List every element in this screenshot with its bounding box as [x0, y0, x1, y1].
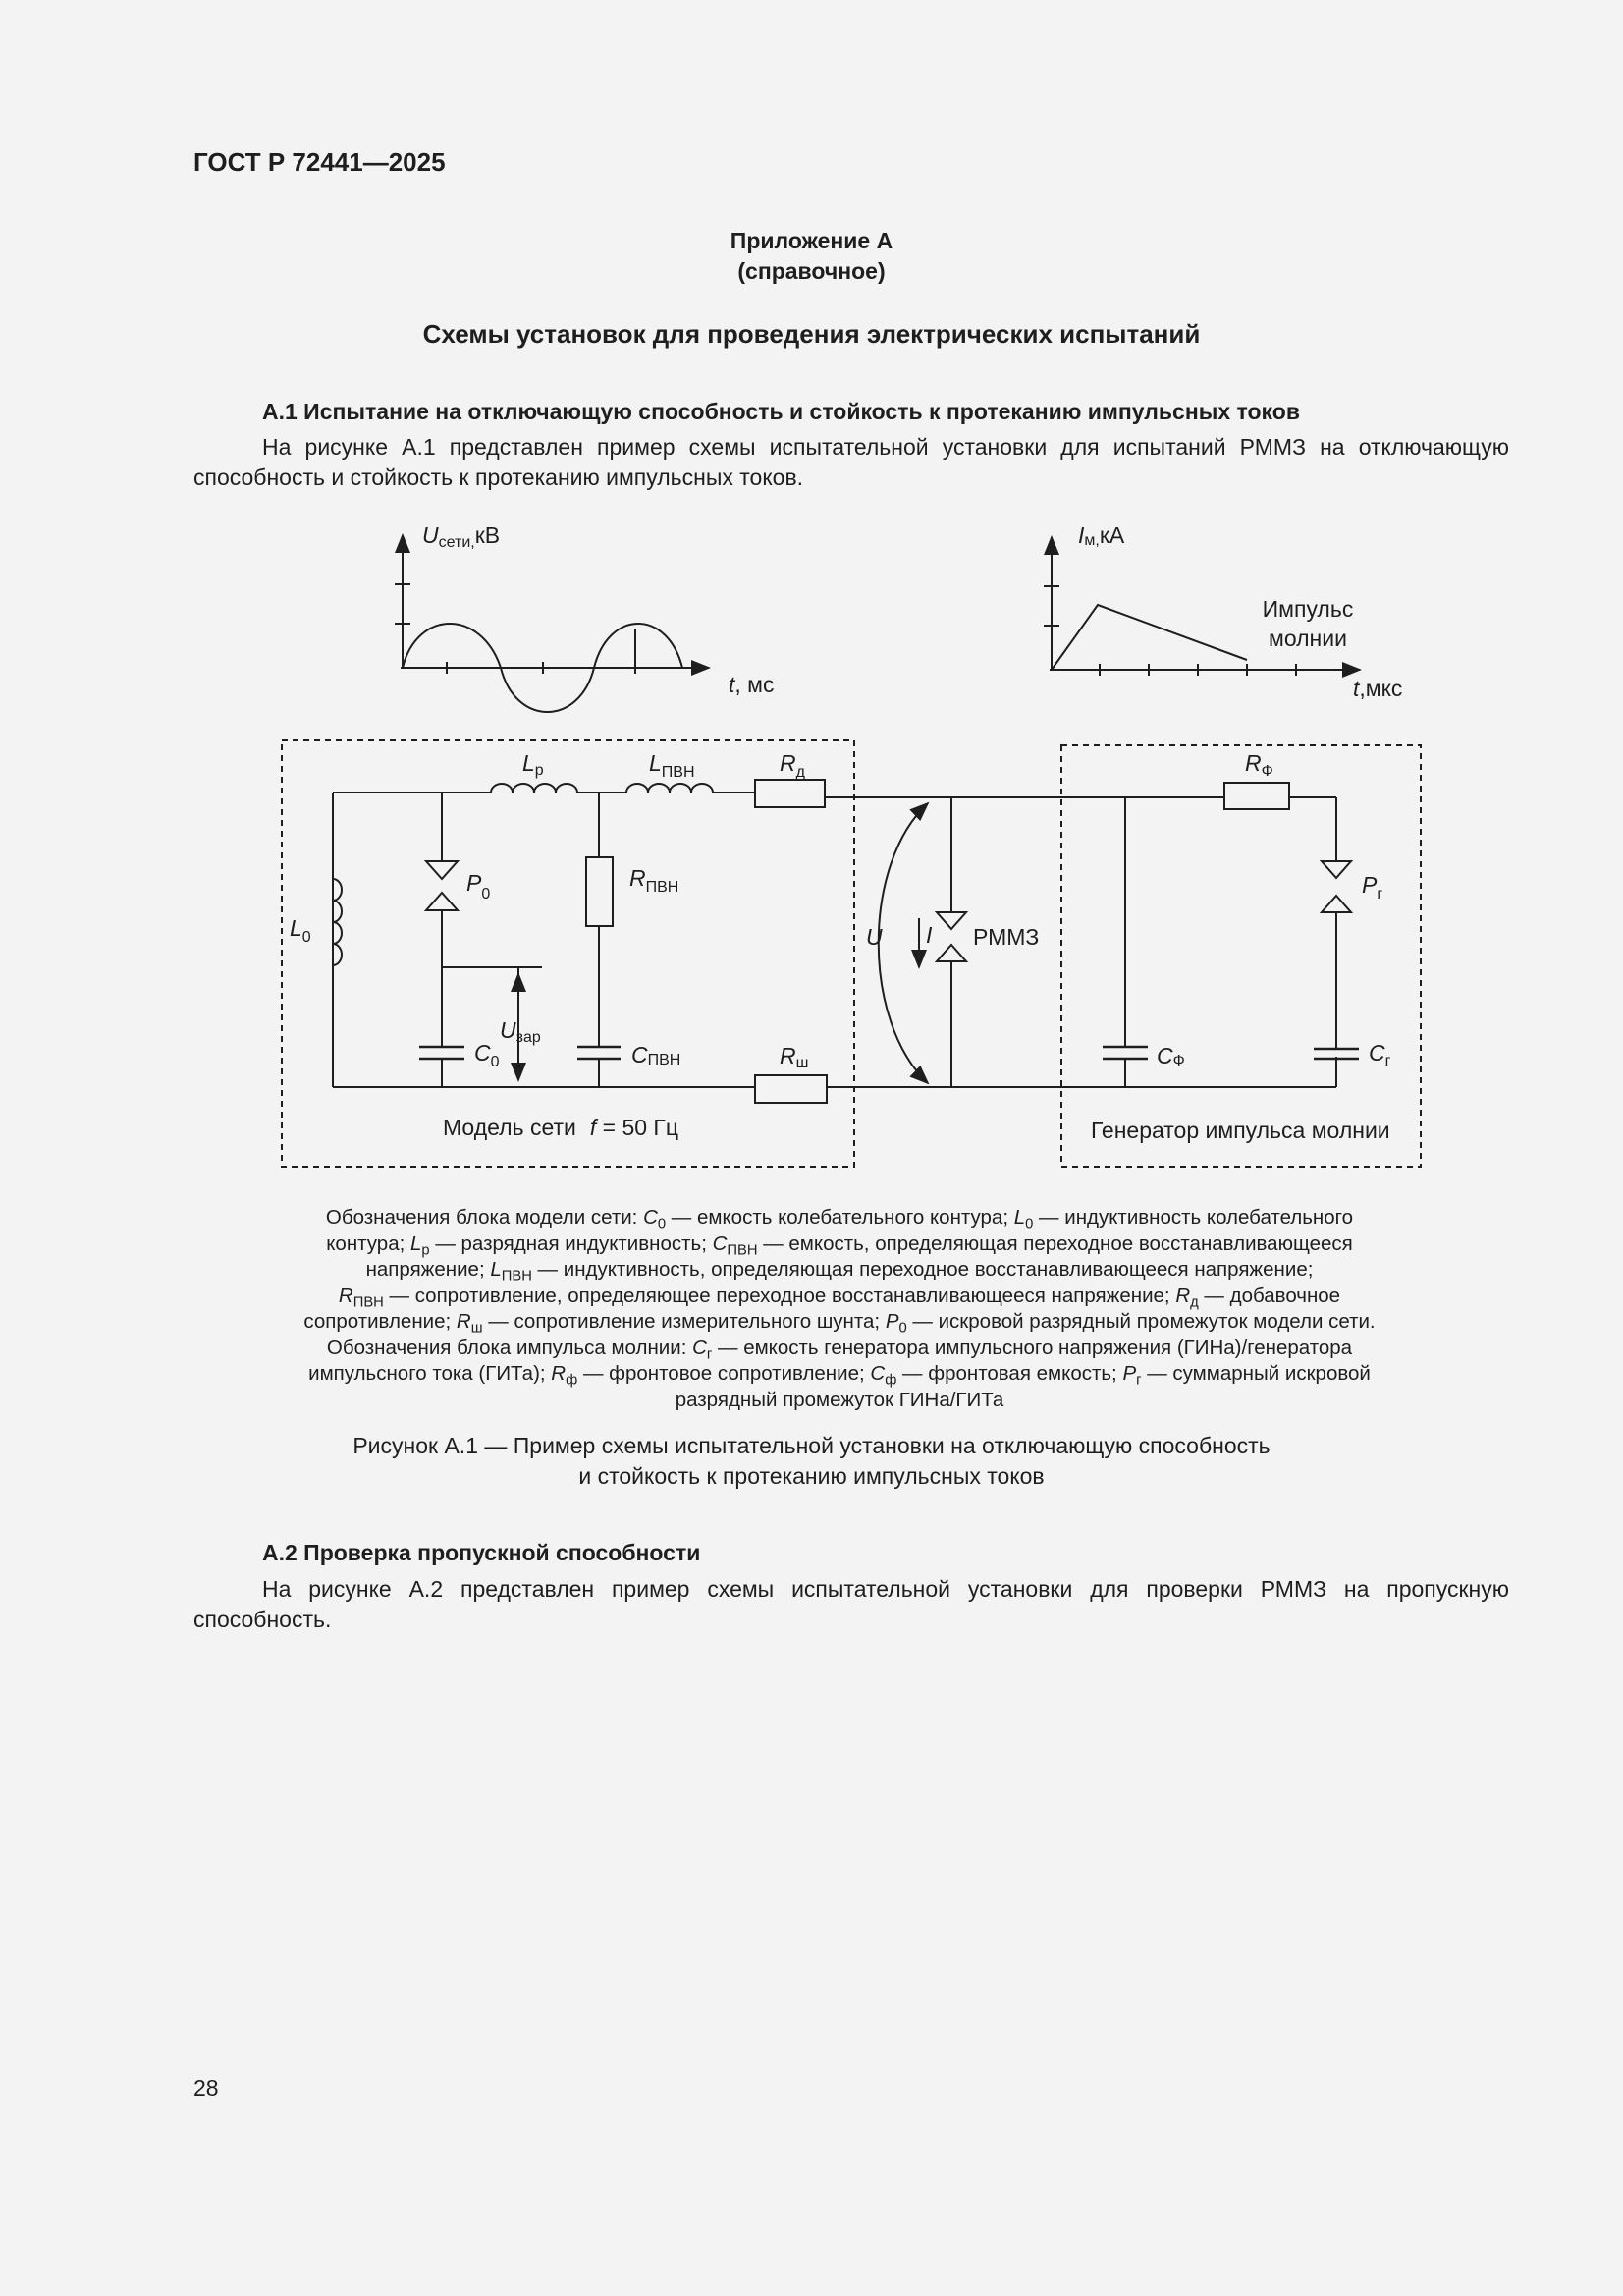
section-heading: А.1 Испытание на отключающую способность и стойкость к протеканию импульсных токов — [262, 399, 1300, 424]
label-C0: $C_0$ — [474, 1040, 500, 1070]
label-L0: $L_0$ — [290, 915, 311, 946]
figure-caption-line2: и стойкость к протеканию импульсных токов — [578, 1463, 1045, 1489]
label-U: U — [866, 924, 883, 950]
spark-gap-P0 — [426, 861, 458, 879]
label-Cpvn: CПВН — [631, 1042, 681, 1068]
inductor-L0 — [333, 879, 342, 965]
legend-line-1: Обозначения блока модели сети: $C_0$ — емкость колебательного контура; $L_0$ — индуктивность колебательного — [325, 1206, 1354, 1232]
label-Rpvn: $R_{ПВН}$ — [629, 865, 679, 896]
label-Cg: $C_г$ — [1369, 1040, 1391, 1069]
legend-line-4: $R_{ПВН}$ — сопротивление, определяющее переходное восстанавливающееся напряжение; $R_д$ — добавочное — [338, 1284, 1341, 1310]
resistor-Rsh — [755, 1075, 827, 1103]
label-Cf: CФ — [1157, 1043, 1185, 1069]
label-Lp: Lр — [522, 750, 544, 779]
label-P0: $P_0$ — [466, 870, 491, 902]
document-header: ГОСТ Р 72441—2025 — [193, 147, 446, 177]
legend-line-5: сопротивление; $R_ш$ — сопротивление измерительного шунта; $P_0$ — искровой разрядный промежуток модели сети. — [303, 1310, 1376, 1337]
appendix-kind: (справочное) — [737, 258, 886, 284]
label-Rf: $R_Ф$ — [1245, 750, 1273, 780]
impulse-note-line2: молнии — [1269, 626, 1347, 651]
grid-model-label: Модель сети f = 50 Гц — [443, 1115, 679, 1140]
inductor-Lp — [491, 784, 577, 793]
resistor-Rf — [1224, 783, 1289, 809]
legend-line-7: импульсного тока (ГИТа); $R_ф$ — фронтовое сопротивление; $C_ф$ — фронтовая емкость; $P_г$ — суммарный искровой — [308, 1362, 1371, 1389]
current-axis-label: Iм,кА — [1078, 522, 1125, 549]
generator-label: Генератор импульса молнии — [1091, 1118, 1390, 1143]
resistor-Rpvn — [586, 857, 613, 926]
label-Rd: $R_д$ — [780, 750, 805, 781]
voltage-arrow — [879, 803, 928, 1083]
label-Rsh: Rш — [780, 1043, 809, 1071]
rmmz-device — [937, 912, 966, 929]
figure-legend — [250, 1205, 1429, 1413]
legend-line-6: Обозначения блока импульса молнии: $C_г$ — емкость генератора импульсного напряжения (ГИНа)/генератора — [326, 1336, 1353, 1362]
impulse-note-line1: Импульс — [1262, 596, 1354, 622]
figure-caption — [0, 1431, 1623, 1492]
section-heading: А.2 Проверка пропускной способности — [262, 1540, 701, 1565]
time-axis-label-ms: t, мс — [729, 672, 775, 697]
appendix-label: Приложение А — [730, 228, 893, 253]
voltage-axis-label: Uсети,кВ — [422, 522, 501, 551]
voltage-graph — [395, 535, 709, 712]
resistor-Rd — [755, 780, 825, 807]
label-I: I — [926, 922, 933, 948]
figure-caption-line1: Рисунок А.1 — Пример схемы испытательной установки на отключающую способность — [352, 1433, 1271, 1458]
label-Pg: $P_г$ — [1362, 872, 1383, 902]
label-rmmz: РММЗ — [973, 924, 1040, 950]
time-axis-label-us: t,мкс — [1353, 676, 1403, 701]
legend-line-2: контура; $L_р$ — разрядная индуктивность; $C_{ПВН}$ — емкость, определяющая переходное восстанавливающееся — [326, 1231, 1353, 1258]
label-Uzar: Uзар — [500, 1017, 541, 1046]
spark-gap-Pg — [1322, 861, 1351, 878]
label-Lpvn: $L_{ПВН}$ — [649, 750, 695, 781]
appendix-title: Схемы установок для проведения электрических испытаний — [422, 319, 1201, 349]
inductor-Lpvn — [626, 784, 713, 793]
section-paragraph: На рисунке А.2 представлен пример схемы испытательной установки для проверки РММЗ на пропускную способность. — [193, 1576, 1509, 1632]
legend-line-8: разрядный промежуток ГИНа/ГИТа — [675, 1388, 1004, 1411]
page-number: 28 — [193, 2075, 219, 2101]
legend-line-3: напряжение; $L_{ПВН}$ — индуктивность, определяющая переходное восстанавливающееся напряжение; — [365, 1258, 1314, 1285]
section-paragraph: На рисунке А.1 представлен пример схемы испытательной установки для испытаний РММЗ на отключающую способность и стойкость к протеканию импульсных токов. — [193, 434, 1509, 490]
